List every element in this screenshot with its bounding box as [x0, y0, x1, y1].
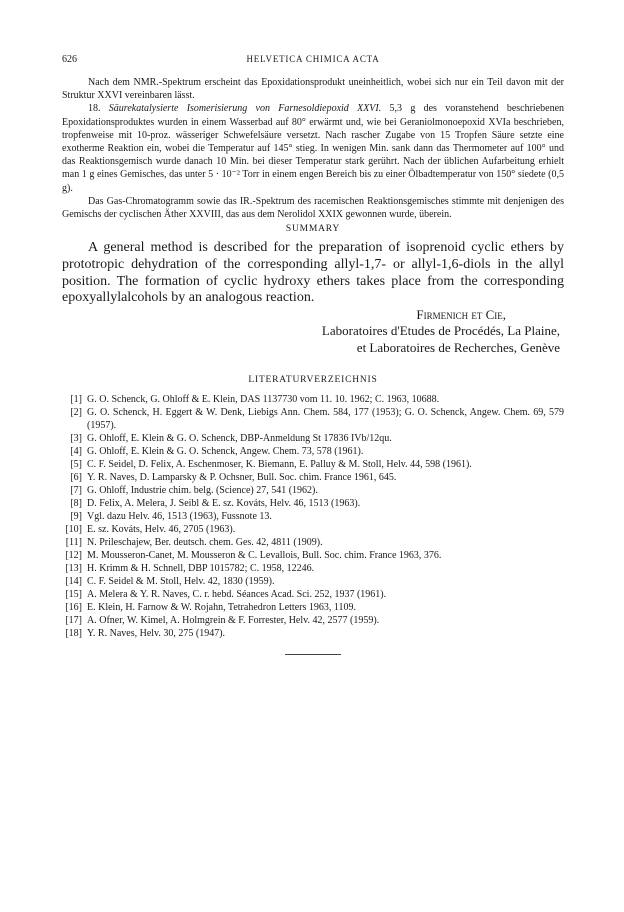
reference-item: [62, 536, 564, 549]
summary-text: A general method is described for the preparation of isoprenoid cyclic ethers by prototropic dehydration of the corresponding allyl-1,7- or allyl-1,6-diols in the allyl position. The formation of cyclic hydroxy ethers takes place from the corresponding epoxyallylalcohols by an analogous reaction.: [62, 240, 564, 306]
reference-number: [7]: [70, 485, 82, 497]
reference-text: M. Mousseron-Canet, M. Mousseron & C. Levallois, Bull. Soc. chim. France 1963, 376.: [87, 550, 442, 562]
reference-text: E. Klein, H. Farnow & W. Rojahn, Tetrahedron Letters 1963, 1109.: [87, 602, 356, 614]
reference-item: [62, 523, 564, 536]
reference-text: G. O. Schenck, G. Ohloff & E. Klein, DAS 1137730 vom 11. 10. 1962; C. 1963, 10688.: [87, 394, 440, 406]
reference-number: [9]: [70, 511, 82, 523]
reference-item: [62, 627, 564, 640]
reference-text: D. Felix, A. Melera, J. Seibl & E. sz. Kováts, Helv. 46, 1513 (1963).: [87, 498, 361, 510]
end-rule: [285, 654, 341, 655]
reference-number: [4]: [70, 446, 82, 458]
reference-text: G. Ohloff, Industrie chim. belg. (Science) 27, 541 (1962).: [87, 485, 318, 497]
reference-item: [62, 614, 564, 627]
reference-number: [8]: [70, 498, 82, 510]
reference-item: [62, 458, 564, 471]
reference-number: [2]: [70, 407, 82, 419]
reference-item: [62, 471, 564, 484]
reference-number: [17]: [65, 615, 82, 627]
reference-item: [62, 497, 564, 510]
paragraph-18: [62, 102, 564, 194]
reference-item: [62, 549, 564, 562]
journal-title: HELVETICA CHIMICA ACTA: [246, 54, 380, 64]
reference-text: G. Ohloff, E. Klein & G. O. Schenck, DBP-Anmeldung St 17836 IVb/12qu.: [87, 433, 392, 445]
reference-number: [5]: [70, 459, 82, 471]
section-text: 5,3 g des voranstehend beschriebenen Epoxidationsproduktes wurden in einem Wasserbad auf 80° erwärmt und, wie bei Geraniolmonoepoxid XVIa beschrieben, tropfenweise mit 10-proz. wässeriger Schwefelsäure versetzt. Nach rascher Zugabe von 15 Tropfen Säure setzte eine exotherme Reaktion ein, wobei die Temperatur auf 145° stieg. In wenigen Min. sank dann das Thermometer auf 100° und das Reaktionsgemisch wurde danach 10 Min. bei dieser Temperatur stark gerührt. Nach der üblichen Aufarbeitung erhielt man 1 g eines Gemisches, das unter 5 · 10⁻² Torr in einem engen Bereich bis zu einer Ölbadtemperatur von 150° siedete (0,5 g).: [62, 103, 565, 194]
references-heading: LITERATURVERZEICHNIS: [248, 375, 378, 386]
reference-text: Y. R. Naves, Helv. 30, 275 (1947).: [87, 628, 226, 640]
section-number: 18.: [88, 103, 109, 115]
reference-text: C. F. Seidel & M. Stoll, Helv. 42, 1830 (1959).: [87, 576, 275, 588]
reference-number: [14]: [65, 576, 82, 588]
section-title: Säurekatalysierte Isomerisierung von Farnesoldiepoxid XXVI.: [108, 103, 382, 115]
reference-text: Y. R. Naves, D. Lamparsky & P. Ochsner, Bull. Soc. chim. France 1961, 645.: [87, 472, 397, 484]
reference-text: A. Ofner, W. Kimel, A. Holmgrein & F. Forrester, Helv. 42, 2577 (1959).: [87, 615, 380, 627]
reference-item: [62, 406, 564, 432]
reference-text: C. F. Seidel, D. Felix, A. Eschenmoser, K. Biemann, E. Palluy & M. Stoll, Helv. 44, 598 (1961).: [87, 459, 472, 471]
reference-item: [62, 484, 564, 497]
affiliation: [62, 307, 564, 356]
reference-text: Vgl. dazu Helv. 46, 1513 (1963), Fussnote 13.: [87, 511, 272, 523]
page-header: [62, 54, 564, 68]
article-body: [62, 76, 564, 655]
reference-number: [3]: [70, 433, 82, 445]
affiliation-company: Firmenich et Cie,: [416, 306, 506, 322]
reference-number: [12]: [65, 550, 82, 562]
paragraph-nmr: Nach dem NMR.-Spektrum erscheint das Epoxidationsprodukt uneinheitlich, wobei sich nur ein Teil davon mit der Struktur XXVI vereinbaren lässt.: [62, 77, 564, 102]
reference-number: [10]: [65, 524, 82, 536]
reference-item: [62, 588, 564, 601]
reference-text: N. Prileschajew, Ber. deutsch. chem. Ges. 42, 4811 (1909).: [87, 537, 323, 549]
paragraph-gc: Das Gas-Chromatogramm sowie das IR.-Spektrum des racemischen Reaktionsgemisches stimmte mit denjenigen des Gemischs der cyclischen Äther XXVIII, das aus dem Nerolidol XXIX gewonnen wurde, überein.: [62, 195, 564, 221]
reference-text: G. O. Schenck, H. Eggert & W. Denk, Liebigs Ann. Chem. 584, 177 (1953); G. O. Schenck, Angew. Chem. 69, 579 (1957).: [87, 407, 564, 432]
reference-text: A. Melera & Y. R. Naves, C. r. hebd. Séances Acad. Sci. 252, 1937 (1961).: [87, 589, 387, 601]
reference-number: [11]: [65, 537, 82, 549]
reference-item: [62, 445, 564, 458]
reference-item: [62, 432, 564, 445]
reference-number: [18]: [65, 628, 82, 640]
affiliation-lab-1: Laboratoires d'Etudes de Procédés, La Plaine,: [321, 323, 560, 339]
reference-item: [62, 510, 564, 523]
affiliation-lab-2: et Laboratoires de Recherches, Genève: [356, 339, 560, 355]
reference-number: [15]: [65, 589, 82, 601]
page-number: 626: [62, 54, 77, 65]
references-list: [62, 393, 564, 640]
reference-number: [1]: [70, 394, 82, 406]
reference-number: [6]: [70, 472, 82, 484]
reference-item: [62, 575, 564, 588]
reference-text: E. sz. Kováts, Helv. 46, 2705 (1963).: [87, 524, 236, 536]
reference-number: [13]: [65, 563, 82, 575]
reference-item: [62, 393, 564, 406]
reference-number: [16]: [65, 602, 82, 614]
reference-text: G. Ohloff, E. Klein & G. O. Schenck, Angew. Chem. 73, 578 (1961).: [87, 446, 364, 458]
reference-item: [62, 601, 564, 614]
reference-item: [62, 562, 564, 575]
summary-heading: SUMMARY: [285, 224, 341, 235]
reference-text: H. Krimm & H. Schnell, DBP 1015782; C. 1958, 12246.: [87, 563, 315, 575]
